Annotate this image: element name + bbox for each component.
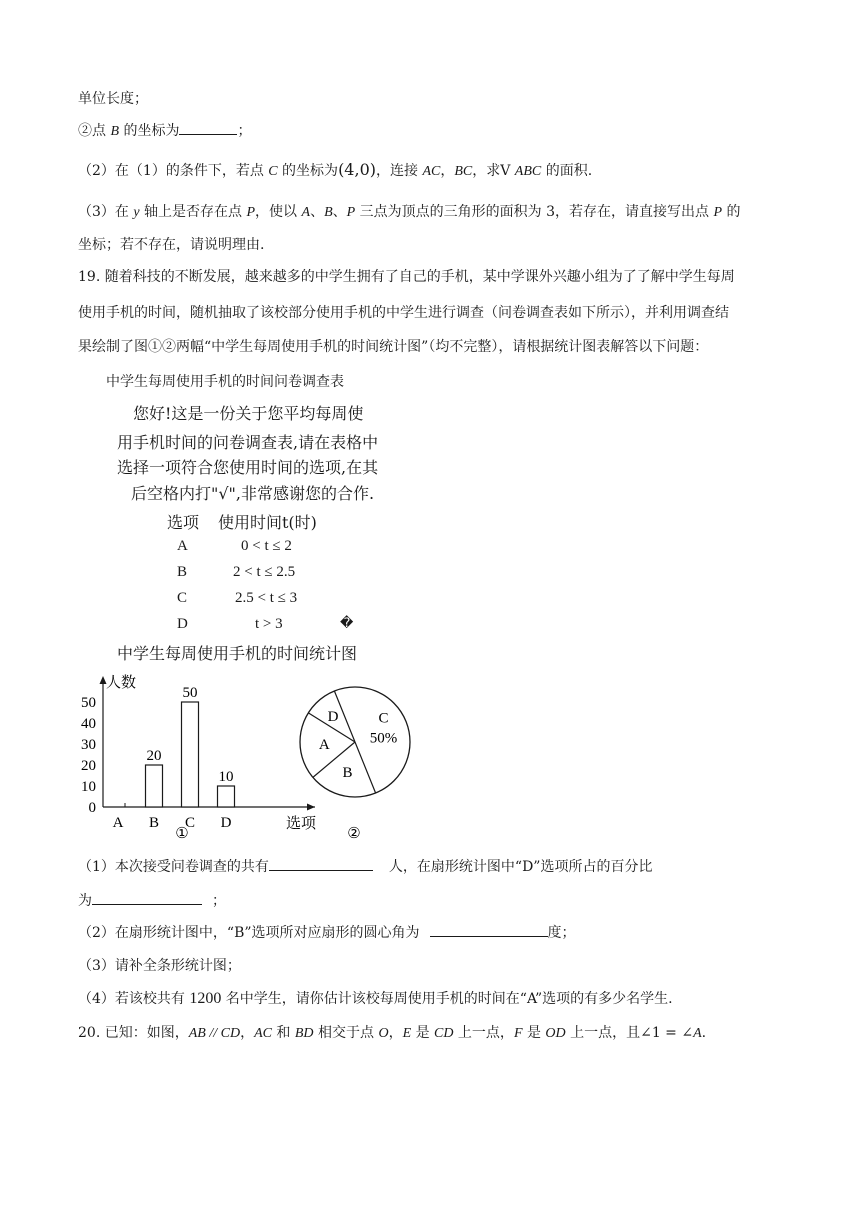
pie-percent-C: 50% <box>369 730 398 747</box>
text-fragment: 的 <box>722 204 741 220</box>
survey-text-line: 用手机时间的问卷调查表,请在表格中 <box>117 433 379 452</box>
question-3-line: （3）请补全条形统计图； <box>78 958 241 974</box>
text-fragment: 是 <box>411 1025 435 1041</box>
text-fragment: 三点为顶点的三角形的面积为 3，若存在，请直接写出点 <box>355 204 714 220</box>
segment-label: AC <box>254 1026 272 1041</box>
text-fragment: ， <box>440 163 455 179</box>
bar-D <box>218 786 235 807</box>
segment-label: BC <box>454 164 473 179</box>
text-fragment: 20. 已知：如图， <box>78 1025 189 1041</box>
axis-label: y <box>133 205 140 220</box>
question-1-line-2 <box>78 890 226 910</box>
text-fragment: ， <box>388 1025 403 1041</box>
y-tick-label: 30 <box>81 737 96 753</box>
text-line-5: 坐标；若不存在，请说明理由. <box>78 237 265 253</box>
point-label: B <box>324 205 333 220</box>
text-line-3 <box>78 160 592 180</box>
question-20-line <box>78 1022 706 1042</box>
point-label: F <box>513 1026 523 1041</box>
survey-option: C <box>177 590 188 606</box>
text-fragment: 、 <box>332 204 347 220</box>
text-line-6: 19. 随着科技的不断发展，越来越多的中学生拥有了自己的手机，某中学课外兴趣小组为了了解中学生每周 <box>78 269 735 285</box>
bar-chart <box>70 672 317 842</box>
survey-option: B <box>177 564 188 580</box>
survey-range: 0 < t ≤ 2 <box>241 538 292 554</box>
pie-label-B: B <box>342 764 353 781</box>
segment-label: OD <box>545 1026 566 1041</box>
y-tick-label: 20 <box>81 758 96 774</box>
point-label: O <box>378 1026 389 1041</box>
text-fragment: 、 <box>310 204 325 220</box>
answer-blank <box>269 856 373 871</box>
survey-option: A <box>177 538 188 554</box>
survey-checkmark: � <box>340 616 354 631</box>
pie-label-A: A <box>318 737 330 754</box>
text-fragment: 相交于点 <box>313 1025 379 1041</box>
text-fragment: ，求V <box>472 163 515 179</box>
text-line-4 <box>78 201 740 221</box>
survey-header-time: 使用时间t(时) <box>218 513 317 532</box>
text-line-2 <box>78 120 251 140</box>
bar-C <box>182 702 199 807</box>
survey-header-option: 选项 <box>167 513 200 532</box>
x-tick-label: A <box>112 815 124 831</box>
text-line-1: 单位长度； <box>78 91 148 107</box>
bar-B <box>146 765 163 807</box>
segment-label: AC <box>422 164 441 179</box>
x-axis-label: 选项 <box>286 816 317 832</box>
answer-blank <box>179 120 237 135</box>
survey-text-line: 选择一项符合您使用时间的选项,在其 <box>117 458 379 477</box>
triangle-label: ABC <box>514 164 542 179</box>
survey-range: t > 3 <box>255 616 283 632</box>
text-fragment: ； <box>212 893 226 909</box>
text-fragment: 是 <box>522 1025 546 1041</box>
text-fragment: ，连接 <box>376 163 423 179</box>
point-label: P <box>346 205 356 220</box>
text-fragment: ，使以 <box>255 204 302 220</box>
question-4-line <box>78 988 673 1008</box>
answer-blank <box>92 890 202 905</box>
text-fragment: ②点 <box>78 123 111 139</box>
point-label: E <box>402 1026 412 1041</box>
text-fragment: ； <box>237 123 252 139</box>
text-fragment: . <box>701 1025 707 1041</box>
text-fragment: （2）在扇形统计图中，“B”选项所对应扇形的圆心角为 <box>78 925 420 941</box>
point-label: B <box>110 124 120 139</box>
survey-option: D <box>177 616 188 632</box>
segment-label: BD <box>294 1026 314 1041</box>
text-fragment: 和 <box>271 1025 295 1041</box>
text-fragment: （4）若该校共有 <box>78 991 190 1007</box>
data-label: 10 <box>218 769 234 785</box>
question-2-line <box>78 922 576 942</box>
segment-label: CD <box>434 1026 454 1041</box>
text-fragment: 的坐标为 <box>119 123 180 139</box>
text-fragment: （3）在 <box>78 204 134 220</box>
text-fragment: （1）本次接受问卷调查的共有 <box>78 859 269 875</box>
survey-text-line: 您好!这是一份关于您平均每周使 <box>133 404 364 423</box>
pie-label-D: D <box>327 708 339 725</box>
survey-range: 2 < t ≤ 2.5 <box>233 564 296 580</box>
y-tick-label: 0 <box>88 800 96 816</box>
x-tick-label: C <box>184 815 196 831</box>
survey-range: 2.5 < t ≤ 3 <box>235 590 298 606</box>
survey-title: 中学生每周使用手机的时间问卷调查表 <box>106 374 344 390</box>
pie-label-C: C <box>378 710 389 727</box>
pie-chart <box>290 672 430 842</box>
text-fragment: 上一点，且∠1 = ∠ <box>565 1025 694 1041</box>
point-label: P <box>246 205 256 220</box>
number: 1200 <box>189 990 222 1007</box>
chart-title: 中学生每周使用手机的时间统计图 <box>117 644 358 663</box>
data-label: 20 <box>146 748 162 764</box>
point-label: A <box>301 205 311 220</box>
data-label: 50 <box>182 685 198 701</box>
question-1-line-1 <box>78 856 652 876</box>
point-label: P <box>713 205 723 220</box>
text-fragment: 轴上是否存在点 <box>139 204 247 220</box>
answer-blank <box>430 922 548 937</box>
pie-chart-caption: ② <box>347 826 361 842</box>
point-label: C <box>268 164 278 179</box>
y-tick-label: 50 <box>81 695 96 711</box>
text-fragment: 度； <box>547 925 576 941</box>
text-fragment: ， <box>240 1025 255 1041</box>
text-fragment: 的面积. <box>541 163 593 179</box>
math-expression: AB // CD <box>188 1026 241 1041</box>
bar-chart-caption: ① <box>175 826 189 842</box>
text-fragment: 为 <box>78 893 92 909</box>
x-tick-label: B <box>148 815 160 831</box>
text-fragment: （2）在（1）的条件下，若点 <box>78 163 269 179</box>
text-fragment: 上一点， <box>453 1025 514 1041</box>
text-fragment: 的坐标为 <box>277 163 339 179</box>
text-line-7: 使用手机的时间，随机抽取了该校部分使用手机的中学生进行调查（问卷调查表如下所示），并利用调查结 <box>78 305 729 321</box>
text-fragment: 人，在扇形统计图中“D”选项所占的百分比 <box>388 859 653 875</box>
survey-text-line: 后空格内打"√",非常感谢您的合作. <box>131 484 375 503</box>
y-tick-label: 40 <box>81 716 96 732</box>
text-line-8: 果绘制了图①②两幅“中学生每周使用手机的时间统计图”（均不完整），请根据统计图表解答以下问题： <box>78 339 709 355</box>
text-fragment: 名中学生，请你估计该校每周使用手机的时间在“A”选项的有多少名学生. <box>221 991 673 1007</box>
y-axis-label: 人数 <box>106 675 137 691</box>
y-tick-label: 10 <box>81 779 96 795</box>
x-tick-label: D <box>220 815 232 831</box>
point-label: A <box>693 1026 702 1041</box>
coordinate: (4,0) <box>338 160 376 179</box>
